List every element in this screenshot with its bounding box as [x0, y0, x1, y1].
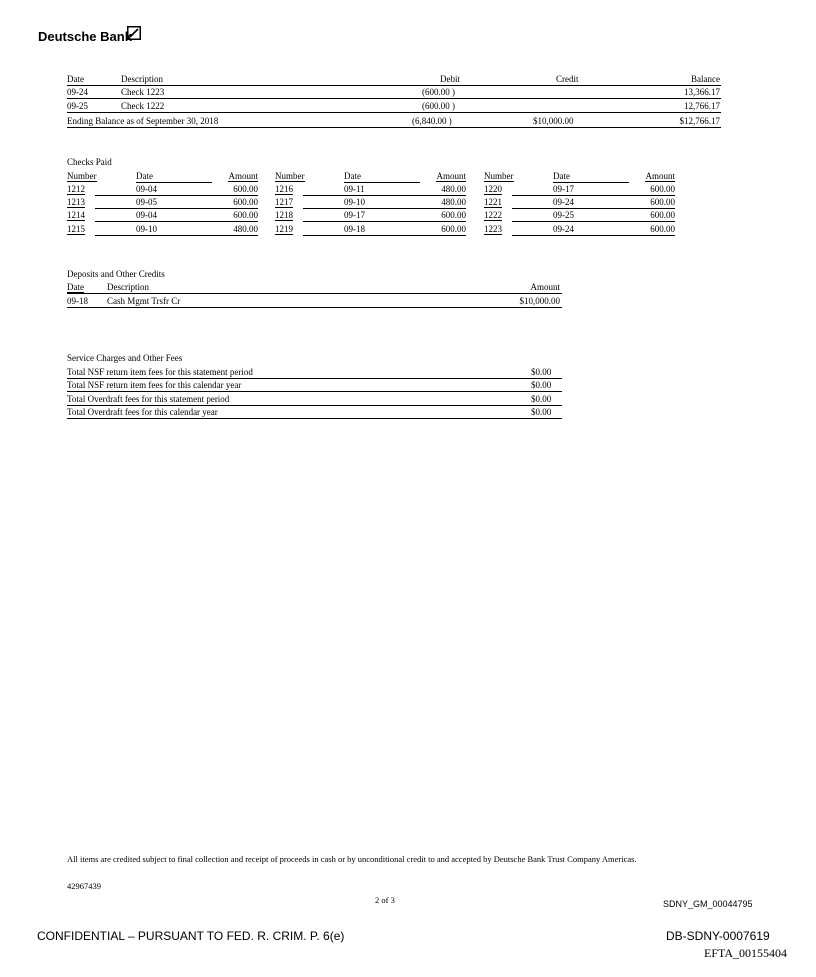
- check-amount: 480.00: [233, 224, 258, 234]
- ending-balance-label: Ending Balance as of September 30, 2018: [67, 116, 219, 126]
- divider: [67, 112, 721, 113]
- check-amount: 480.00: [441, 184, 466, 194]
- doc-id: SDNY_GM_00044795: [663, 899, 753, 909]
- divider: [67, 405, 562, 406]
- check-amount: 600.00: [650, 224, 675, 234]
- check-number: 1217: [275, 197, 293, 207]
- col-header-date: Date: [67, 282, 84, 292]
- divider: [95, 195, 258, 196]
- divider: [512, 195, 675, 196]
- col-header-amount: Amount: [645, 171, 675, 181]
- fees-title: Service Charges and Other Fees: [67, 353, 183, 363]
- row-amount: $10,000.00: [519, 296, 560, 306]
- confidential-notice: CONFIDENTIAL – PURSUANT TO FED. R. CRIM. P. 6(e): [37, 929, 345, 943]
- check-number: 1215: [67, 224, 85, 234]
- divider: [553, 182, 629, 183]
- col-header-description: Description: [121, 74, 163, 84]
- col-header-description: Description: [107, 282, 149, 292]
- divider: [67, 98, 721, 99]
- row-balance: 12,766.17: [684, 101, 720, 111]
- deutsche-bank-logo-icon: [127, 26, 141, 40]
- col-header-number: Number: [275, 171, 305, 181]
- check-date: 09-05: [136, 197, 157, 207]
- fee-amount: $0.00: [531, 407, 552, 417]
- col-header-balance: Balance: [691, 74, 720, 84]
- row-date: 09-25: [67, 101, 88, 111]
- fee-amount: $0.00: [531, 367, 552, 377]
- check-amount: 600.00: [233, 197, 258, 207]
- col-header-amount: Amount: [436, 171, 466, 181]
- divider: [512, 235, 675, 236]
- check-date: 09-25: [553, 210, 574, 220]
- divider: [95, 221, 258, 222]
- divider: [67, 378, 562, 379]
- divider: [67, 85, 721, 86]
- divider: [136, 182, 212, 183]
- col-header-number: Number: [67, 171, 97, 181]
- check-number: 1222: [484, 210, 502, 220]
- check-amount: 600.00: [650, 184, 675, 194]
- ending-balance: $12,766.17: [679, 116, 720, 126]
- col-header-amount: Amount: [228, 171, 258, 181]
- col-header-date: Date: [553, 171, 570, 181]
- check-number: 1214: [67, 210, 85, 220]
- bank-name: Deutsche Bank: [38, 29, 132, 44]
- check-amount: 600.00: [233, 210, 258, 220]
- check-date: 09-17: [344, 210, 365, 220]
- divider: [303, 221, 466, 222]
- divider: [344, 182, 420, 183]
- divider: [303, 195, 466, 196]
- divider: [303, 208, 466, 209]
- divider: [95, 208, 258, 209]
- disclaimer: All items are credited subject to final collection and receipt of proceeds in cash or by unconditional credit to and accepted by Deutsche Bank Trust Company Americas.: [67, 854, 637, 864]
- check-number: 1213: [67, 197, 85, 207]
- check-number: 1221: [484, 197, 502, 207]
- check-number: 1219: [275, 224, 293, 234]
- row-balance: 13,366.17: [684, 87, 720, 97]
- deposits-title: Deposits and Other Credits: [67, 269, 165, 279]
- check-date: 09-04: [136, 210, 157, 220]
- bates-number: DB-SDNY-0007619: [666, 929, 770, 943]
- divider: [512, 208, 675, 209]
- col-header-amount: Amount: [530, 282, 560, 292]
- check-amount: 480.00: [441, 197, 466, 207]
- divider: [67, 418, 562, 419]
- col-header-date: Date: [67, 74, 84, 84]
- row-description: Check 1223: [121, 87, 165, 97]
- check-date: 09-10: [344, 197, 365, 207]
- check-date: 09-10: [136, 224, 157, 234]
- page-number: 2 of 3: [375, 895, 395, 905]
- row-description: Check 1222: [121, 101, 165, 111]
- fee-label: Total Overdraft fees for this statement period: [67, 394, 230, 404]
- check-date: 09-11: [344, 184, 365, 194]
- check-amount: 600.00: [441, 224, 466, 234]
- checks-paid-title: Checks Paid: [67, 157, 112, 167]
- check-amount: 600.00: [233, 184, 258, 194]
- row-date: 09-18: [67, 296, 88, 306]
- check-number: 1216: [275, 184, 293, 194]
- col-header-date: Date: [136, 171, 153, 181]
- row-debit: (600.00 ): [422, 87, 455, 97]
- row-date: 09-24: [67, 87, 88, 97]
- check-number: 1220: [484, 184, 502, 194]
- fee-label: Total NSF return item fees for this statement period: [67, 367, 253, 377]
- row-debit: (600.00 ): [422, 101, 455, 111]
- divider: [512, 221, 675, 222]
- check-amount: 600.00: [441, 210, 466, 220]
- col-header-date: Date: [344, 171, 361, 181]
- col-header-debit: Debit: [440, 74, 460, 84]
- col-header-number: Number: [484, 171, 514, 181]
- check-date: 09-24: [553, 197, 574, 207]
- check-date: 09-18: [344, 224, 365, 234]
- fee-label: Total Overdraft fees for this calendar year: [67, 407, 218, 417]
- fee-amount: $0.00: [531, 380, 552, 390]
- check-amount: 600.00: [650, 197, 675, 207]
- check-date: 09-24: [553, 224, 574, 234]
- divider: [95, 235, 258, 236]
- check-number: 1223: [484, 224, 502, 234]
- divider: [67, 307, 562, 308]
- divider: [67, 293, 562, 294]
- ending-debit: (6,840.00 ): [412, 116, 452, 126]
- check-amount: 600.00: [650, 210, 675, 220]
- check-number: 1218: [275, 210, 293, 220]
- check-number: 1212: [67, 184, 85, 194]
- divider: [67, 391, 562, 392]
- divider: [303, 235, 466, 236]
- fee-label: Total NSF return item fees for this calendar year: [67, 380, 242, 390]
- efta-number: EFTA_00155404: [704, 946, 788, 960]
- row-description: Cash Mgmt Trsfr Cr: [107, 296, 181, 306]
- divider: [67, 127, 721, 128]
- check-date: 09-04: [136, 184, 157, 194]
- account-code: 42967439: [67, 881, 101, 891]
- check-date: 09-17: [553, 184, 574, 194]
- col-header-credit: Credit: [556, 74, 579, 84]
- fee-amount: $0.00: [531, 394, 552, 404]
- ending-credit: $10,000.00: [533, 116, 574, 126]
